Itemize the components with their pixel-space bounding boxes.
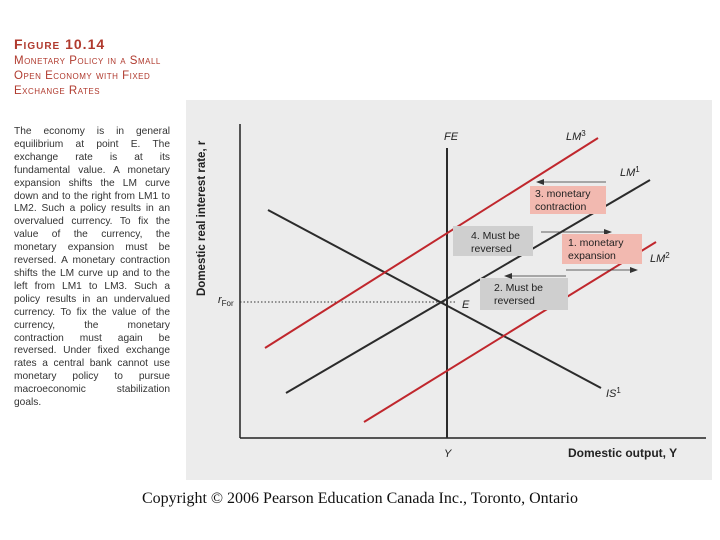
diagram-panel [186,100,712,480]
annotation-4-line1: 4. Must be [471,230,521,242]
copyright-notice: Copyright © 2006 Pearson Education Canada Inc., Toronto, Ontario [142,490,578,507]
x-axis-label: Domestic output, Y [568,446,678,460]
r-for-tick: $r_{For}$ [218,294,234,308]
annotation-3-line2: contraction [535,201,587,213]
figure-label: Figure 10.14 [14,36,106,52]
annotation-2-line1: 2. Must be [494,282,544,294]
is-lm-fe-diagram [186,100,712,480]
lm3-label: $LM^3$ [566,129,586,143]
annotation-2-line2: reversed [494,295,535,307]
y-axis-label: Domestic real interest rate, r [196,140,208,296]
lm1-label: $LM^1$ [620,165,640,179]
annotation-1-line2: expansion [568,250,616,262]
figure-caption: The economy is in general equilibrium at point E. The exchange rate is at its fundamental value. A monetary expansion shifts the LM curve down and to the right from LM1 to LM2. Such a policy results in an overvalued currency. To fix the value of the currency, the monetary expansion must be reversed. A monetary contraction shifts the LM curve up and to the left from LM1 to LM3. Such a policy results in an undervalued currency. To fix the value of the currency, the monetary contraction must again be reversed. Under fixed exchange rates a central bank cannot use monetary policy to pursue macroeconomic stabilization goals. [14,126,170,409]
annotation-4-line2: reversed [471,243,512,255]
annotation-3-line1: 3. monetary [535,188,591,200]
is1-label: $IS^1$ [606,386,621,400]
lm3-curve [265,138,598,348]
equilibrium-label: E [462,299,470,311]
lm2-label: $LM^2$ [650,251,670,265]
annotation-3-arrowhead [536,179,544,185]
figure-title: Monetary Policy in a Small Open Economy with Fixed Exchange Rates [14,55,161,97]
x-tick-y: Y [444,448,452,460]
fe-label: FE [444,131,459,143]
annotation-1-line1: 1. monetary [568,237,624,249]
annotation-1-arrowhead [630,267,638,273]
